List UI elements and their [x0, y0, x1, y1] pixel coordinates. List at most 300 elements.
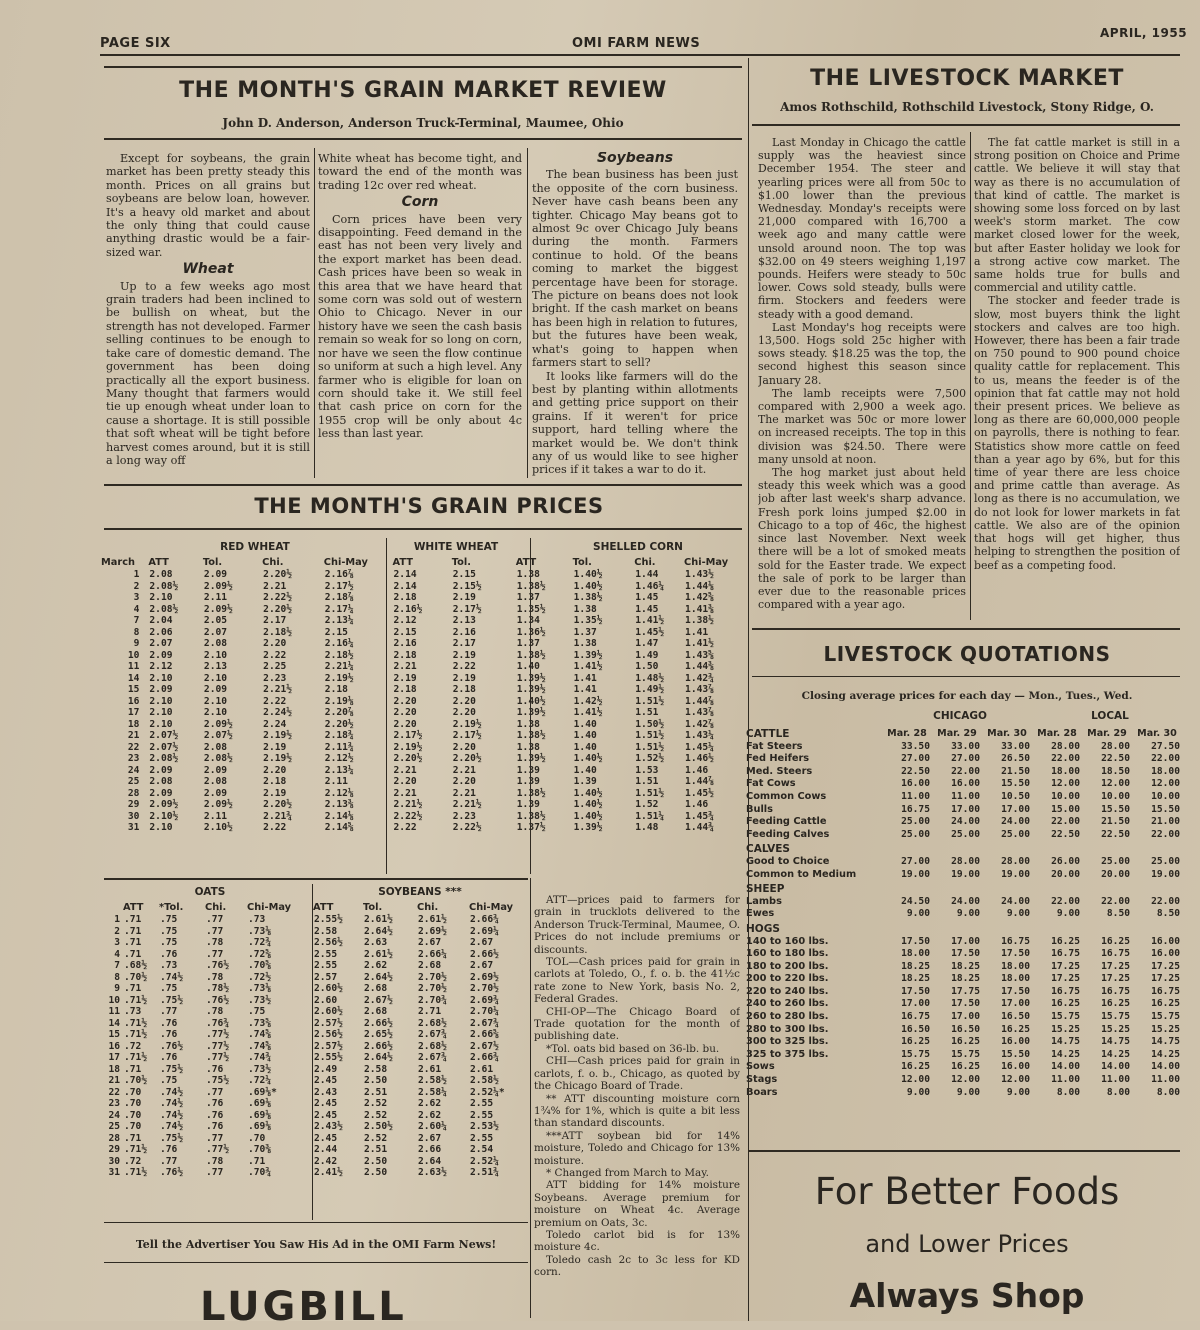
table-cell: 2.18 [452, 684, 476, 695]
livestock-title: THE LIVESTOCK MARKET [810, 66, 1124, 91]
table-cell: 1.52 [635, 799, 659, 810]
table-cell: 1.39½ [516, 672, 546, 684]
grain-prices-col-header: Chi-May [684, 557, 729, 568]
table-cell: 2.09½ [203, 718, 233, 730]
table-cell: 2.21½ [393, 799, 423, 810]
quote-price: 26.50 [1001, 753, 1030, 765]
table-cell: .72 [124, 1155, 142, 1167]
quote-price: 25.00 [1101, 855, 1130, 867]
table-cell: 28 [108, 1132, 120, 1144]
table-cell: .78½ [206, 983, 230, 994]
table-cell: 2.69½ [418, 925, 447, 937]
quote-price: 9.00 [906, 1086, 930, 1098]
table-row [744, 1087, 1182, 1100]
table-cell: 2.56½ [314, 937, 343, 948]
table-cell: 2.13¼ [324, 764, 354, 776]
table-row [100, 638, 740, 650]
quote-price: 16.25 [901, 1036, 930, 1048]
table-row [744, 804, 1182, 817]
table-cell: 1.53 [635, 764, 659, 776]
table-cell: 2.19½ [263, 730, 293, 741]
table-cell: 2.45 [314, 1098, 338, 1109]
table-cell: 2.66¼ [418, 948, 447, 960]
table-cell: 2.21½ [452, 799, 482, 810]
table-row [100, 914, 528, 926]
table-cell: .70¾ [248, 1167, 272, 1178]
table-row [100, 1052, 528, 1064]
quote-price: 16.25 [1051, 998, 1080, 1010]
table-cell: 1.45½ [635, 626, 665, 638]
quote-price: 16.25 [951, 1061, 980, 1073]
table-cell: 2.56½ [314, 1029, 343, 1040]
table-cell: 2.55 [470, 1132, 494, 1144]
quote-section-name: CATTLE [746, 728, 790, 740]
quote-price: 25.00 [901, 828, 930, 840]
table-row [100, 799, 740, 811]
table-cell: 1.39½ [516, 707, 546, 718]
quote-price: 16.00 [951, 778, 980, 790]
note-paragraph: ** ATT discounting moisture corn 1¾% for 1%, which is quite a bit less than standard discounts. [534, 1092, 740, 1130]
table-cell: .74½ [160, 1121, 184, 1132]
quote-price: 17.00 [1001, 803, 1030, 815]
table-cell: 2.11¾ [324, 741, 354, 753]
table-cell: 2.21 [452, 764, 476, 776]
table-cell: 1.40½ [516, 695, 546, 707]
table-cell: 2.09 [203, 569, 228, 580]
table-cell: .72¼ [248, 1075, 272, 1086]
table-cell: .71½ [124, 1017, 148, 1029]
table-cell: 2.60½ [314, 983, 343, 994]
table-cell: 1.41 [685, 626, 709, 638]
quote-item-name: 260 to 280 lbs. [746, 1011, 829, 1023]
table-row [100, 937, 528, 949]
review-column-1 [106, 152, 310, 477]
quote-price: 17.00 [951, 1011, 980, 1023]
table-row [744, 1074, 1182, 1087]
table-cell: 23 [127, 753, 140, 764]
table-cell: 2.58½ [418, 1075, 447, 1086]
quote-price: 11.00 [901, 790, 930, 802]
local-heading: LOCAL [1091, 710, 1129, 722]
quote-price: 16.75 [1051, 948, 1080, 960]
quote-price: 21.00 [1151, 816, 1180, 828]
table-cell: .77 [206, 1086, 224, 1098]
table-cell: 4 [133, 603, 140, 615]
quote-price: 17.25 [1051, 960, 1080, 972]
red-wheat-heading: RED WHEAT [220, 541, 290, 553]
quote-item-name: Fed Heifers [746, 753, 810, 765]
quote-price: 15.50 [1001, 1048, 1030, 1060]
quote-price: 16.00 [1001, 1061, 1030, 1073]
table-cell: 2.11 [203, 592, 228, 603]
table-cell: 25 [127, 776, 140, 787]
table-cell: 1.49 [635, 649, 659, 661]
table-cell: 2.19½ [263, 753, 293, 764]
note-paragraph: ATT—prices paid to farmers for grain in trucklots delivered to the Anderson Truck-Terminal, Maumee, O. Prices do not include premiums or discounts. [534, 894, 740, 956]
table-row [100, 753, 740, 765]
table-cell: 1.40 [573, 718, 597, 730]
table-cell: 1.39 [516, 799, 540, 810]
table-cell: 1.51½ [635, 787, 665, 799]
grain-prices-col-header: Tol. [572, 557, 592, 568]
quote-price: 17.50 [951, 948, 980, 960]
grain-prices-table [100, 556, 740, 834]
empty-cell [1082, 881, 1132, 896]
table-cell: 2.18 [393, 649, 417, 661]
table-cell: 1.40 [573, 764, 597, 776]
quotations-subtitle: Closing average prices for each day — Mon., Tues., Wed. [801, 690, 1133, 702]
table-cell: 2.55½ [314, 914, 343, 925]
table-cell: 2.20½ [263, 799, 293, 810]
table-row [100, 581, 740, 593]
table-cell: 1.40 [573, 741, 597, 753]
quote-price: 17.25 [1151, 973, 1180, 985]
oats-soy-col-header: ATT [313, 902, 334, 913]
quote-price: 17.75 [951, 985, 980, 997]
table-cell: .77 [206, 914, 224, 925]
table-row [744, 741, 1182, 754]
table-row [100, 730, 740, 742]
quote-price: 22.50 [1101, 753, 1130, 765]
table-cell: 3 [133, 592, 140, 603]
quote-price: 22.00 [951, 765, 980, 777]
table-cell: 2.19½ [452, 718, 482, 730]
table-cell: .73½ [248, 994, 272, 1006]
table-cell: .71 [248, 1155, 266, 1167]
table-cell: 2.23 [263, 672, 287, 684]
table-row [100, 1121, 528, 1133]
table-cell: .71½ [124, 1029, 148, 1040]
table-cell: 1.37 [516, 638, 540, 649]
quote-day-header: Mar. 30 [987, 728, 1027, 739]
table-cell: 2.18 [393, 684, 417, 695]
table-cell: .74⅝ [248, 1040, 272, 1052]
rule [748, 1150, 1180, 1152]
quote-price: 16.00 [1151, 948, 1180, 960]
quote-price: 27.00 [951, 753, 980, 765]
empty-cell [882, 881, 932, 896]
table-cell: 1.47 [635, 638, 659, 649]
quote-price: 17.50 [901, 985, 930, 997]
table-row [744, 1061, 1182, 1074]
quote-day-header: Mar. 28 [1037, 728, 1077, 739]
table-cell: 2.66½ [470, 948, 499, 960]
table-row [744, 778, 1182, 791]
table-cell: 2.52 [364, 1109, 388, 1121]
quote-price: 24.00 [951, 816, 980, 828]
quote-price: 9.00 [1006, 908, 1030, 920]
quote-price: 27.00 [901, 753, 930, 765]
table-cell: 25 [108, 1121, 120, 1132]
quote-item-name: Common to Medium [746, 868, 857, 880]
table-row [100, 926, 528, 938]
quote-price: 9.00 [1006, 1086, 1030, 1098]
table-cell: 2.08½ [149, 603, 179, 615]
table-cell: .70⅜ [248, 1144, 272, 1155]
table-cell: 2.05 [203, 615, 228, 626]
table-cell: .72 [124, 1040, 142, 1052]
quote-price: 19.00 [1001, 868, 1030, 880]
quote-price: 15.75 [901, 1048, 930, 1060]
table-cell: 2.67¾ [418, 1029, 447, 1040]
table-cell: .71½ [124, 1144, 148, 1155]
table-cell: 1.38½ [516, 810, 546, 822]
quote-price: 18.00 [1151, 765, 1180, 777]
table-cell: 2.22 [263, 649, 287, 661]
table-cell: 2.55 [470, 1098, 494, 1109]
table-cell: 2.09½ [203, 799, 233, 810]
table-cell: 2.10 [203, 707, 228, 718]
table-cell: 2.21 [452, 787, 476, 799]
ad-line-2: and Lower Prices [865, 1230, 1069, 1258]
table-row [100, 742, 740, 754]
white-wheat-heading: WHITE WHEAT [413, 541, 499, 553]
table-cell: 2.42 [314, 1155, 338, 1167]
table-cell: 1.43½ [685, 569, 714, 580]
table-cell: 2.08 [203, 741, 228, 753]
table-row [100, 1167, 528, 1179]
table-cell: .77½ [206, 1040, 230, 1052]
quote-price: 17.50 [951, 998, 980, 1010]
quote-price: 19.00 [1151, 868, 1180, 880]
soybeans-text-2: It looks like farmers will do the best by planting within allotments and getting price support on their grains. If it weren't for price support, hard telling where the market would be. We don't think any of us would like to see higher prices if it takes a war to do it. [532, 369, 738, 477]
grain-prices-title: THE MONTH'S GRAIN PRICES [254, 494, 604, 518]
quote-item-name: 240 to 260 lbs. [746, 998, 829, 1010]
quote-price: 15.75 [1151, 1011, 1180, 1023]
quote-price: 14.00 [1051, 1061, 1080, 1073]
quote-item-name: Stags [746, 1074, 778, 1086]
table-cell: .69⅛ [248, 1098, 272, 1109]
quote-day-header: Mar. 29 [937, 728, 977, 739]
quote-price: 14.75 [1101, 1036, 1130, 1048]
table-cell: .76 [160, 1029, 178, 1040]
table-cell: 2.18½ [324, 649, 354, 661]
quote-price: 25.00 [901, 816, 930, 828]
table-cell: 2.21½ [263, 684, 293, 695]
table-cell: 1.39 [516, 776, 540, 787]
grain-prices-col-header: Tol. [202, 557, 223, 568]
table-cell: 7 [114, 960, 120, 971]
rule [104, 66, 742, 68]
table-cell: 2.10 [149, 707, 173, 718]
page-column-rule [748, 58, 749, 1321]
table-cell: 2.21 [263, 580, 287, 592]
table-cell: 2.70½ [418, 971, 447, 983]
column-divider [970, 132, 971, 620]
table-cell: .76 [160, 1017, 178, 1029]
empty-cell [1032, 921, 1082, 936]
table-cell: .77 [206, 1167, 224, 1178]
quote-item-name: 180 to 200 lbs. [746, 960, 829, 972]
table-cell: 1.40½ [573, 580, 603, 592]
table-cell: 1.39½ [516, 684, 546, 695]
table-cell: .70 [248, 1132, 266, 1144]
table-cell: 2.22 [263, 822, 287, 833]
table-cell: .77½ [206, 1029, 230, 1040]
livestock-column-1 [758, 136, 966, 618]
table-cell: 2.69¾ [470, 994, 499, 1006]
table-cell: 2.67 [470, 937, 494, 948]
empty-cell [932, 841, 982, 856]
table-cell: 3 [114, 937, 120, 948]
table-cell: 1.40 [516, 661, 540, 672]
table-cell: .68½ [124, 960, 148, 971]
table-row [744, 896, 1182, 909]
grain-review-title: THE MONTH'S GRAIN MARKET REVIEW [179, 78, 667, 103]
table-cell: 29 [127, 799, 140, 810]
quote-section-name: CALVES [746, 843, 790, 856]
table-row [744, 961, 1182, 974]
table-cell: .74½ [160, 1098, 184, 1109]
table-row [744, 948, 1182, 961]
table-cell: 2.09 [149, 649, 173, 661]
table-cell: 2.67½ [364, 994, 393, 1006]
note-paragraph: Toledo carlot bid is for 13% moisture 4c. [534, 1228, 740, 1254]
table-cell: 1.34 [516, 615, 540, 626]
table-cell: 2.19 [452, 592, 476, 603]
quote-price: 8.50 [1156, 908, 1180, 920]
table-row [100, 960, 528, 972]
table-cell: .78 [206, 937, 224, 948]
table-cell: 16 [127, 695, 140, 707]
table-cell: 2.17¼ [324, 603, 354, 615]
oats-soy-col-header: Chi. [205, 902, 227, 913]
table-cell: 1.45¾ [685, 810, 714, 822]
table-cell: .77½ [206, 1144, 230, 1155]
table-row [744, 753, 1182, 766]
table-cell: 2.58½ [470, 1075, 499, 1086]
quote-price: 8.00 [1056, 1086, 1080, 1098]
table-cell: .73⅛ [248, 925, 272, 937]
quote-price: 16.75 [1001, 935, 1030, 947]
table-row [100, 1018, 528, 1030]
table-cell: .76 [160, 1144, 178, 1155]
table-cell: 2.10 [203, 672, 228, 684]
table-cell: 2.19 [452, 649, 476, 661]
quote-price: 15.00 [1051, 803, 1080, 815]
table-cell: 2.14 [393, 569, 417, 580]
table-cell: 2.20½ [393, 753, 423, 764]
table-cell: 2.19½ [324, 672, 354, 684]
empty-cell [1082, 921, 1132, 936]
quote-item-name: Fat Cows [746, 778, 796, 790]
table-cell: 2.12 [393, 615, 417, 626]
quote-section-name: HOGS [746, 922, 780, 935]
table-cell: 2.51¾ [470, 1167, 499, 1178]
table-cell: 2.16½ [393, 603, 423, 615]
table-cell: 2.09 [203, 684, 228, 695]
oats-soy-col-header: Chi-May [469, 902, 514, 913]
empty-cell [1132, 841, 1182, 856]
table-cell: 1.43¼ [685, 730, 714, 741]
table-cell: 2.20 [393, 776, 417, 787]
table-row [100, 822, 740, 834]
table-cell: 2 [114, 925, 120, 937]
table-cell: 1.44 [635, 569, 659, 580]
quote-item-name: Bulls [746, 803, 773, 815]
quote-price: 17.25 [1051, 973, 1080, 985]
quote-section-row [744, 841, 1182, 856]
table-cell: 2.70½ [418, 983, 447, 994]
quote-price: 28.00 [1051, 740, 1080, 752]
table-cell: .71 [124, 1063, 142, 1075]
livestock-column-2 [974, 136, 1180, 618]
table-row [100, 983, 528, 995]
table-cell: 2.16 [452, 626, 476, 638]
table-cell: 1.38 [516, 718, 540, 730]
quote-item-name: 200 to 220 lbs. [746, 973, 829, 985]
quote-price: 33.00 [951, 740, 980, 752]
quote-price: 10.50 [1001, 790, 1030, 802]
table-cell: 2.09½ [149, 799, 179, 810]
table-cell: 2.08½ [149, 580, 179, 592]
livestock-p3: The lamb receipts were 7,500 compared with 2,900 a week ago. The market was 50c or more lower on increased receipts. The top in this division was $24.50. There were many unsold at noon. [758, 386, 966, 466]
quote-price: 24.00 [951, 895, 980, 907]
table-cell: 2.12½ [324, 753, 354, 764]
table-cell: 2.61 [470, 1063, 494, 1075]
column-divider [527, 148, 528, 478]
table-cell: 8 [133, 626, 140, 638]
table-cell: .70 [124, 1109, 142, 1121]
table-cell: 2.19½ [393, 741, 423, 753]
table-cell: 2.13⅜ [324, 799, 354, 810]
table-cell: 2.24 [263, 718, 287, 730]
table-cell: 2.62 [418, 1098, 442, 1109]
table-row [100, 1110, 528, 1122]
table-cell: 2.19⅛ [324, 695, 354, 707]
quote-price: 11.00 [1051, 1074, 1080, 1086]
table-cell: 1.42⅞ [685, 718, 714, 730]
table-cell: 2.20⅞ [324, 707, 354, 718]
table-cell: .75½ [160, 994, 184, 1006]
table-cell: 2.10 [149, 695, 173, 707]
table-cell: .75 [160, 914, 178, 925]
table-cell: 22 [108, 1086, 120, 1098]
table-cell: 2.67 [470, 960, 494, 971]
table-cell: 2.41½ [314, 1167, 343, 1178]
table-cell: 1.41½ [573, 661, 603, 672]
quote-price: 16.50 [1001, 1011, 1030, 1023]
rule [104, 878, 528, 880]
table-cell: 2.18 [263, 776, 287, 787]
table-cell: 23 [108, 1098, 120, 1109]
table-cell: 1.41½ [635, 615, 665, 626]
quote-price: 19.00 [951, 868, 980, 880]
quote-price: 12.00 [951, 1074, 980, 1086]
empty-cell [982, 921, 1032, 936]
table-cell: 2.66½ [364, 1040, 393, 1052]
quote-item-name: Ewes [746, 908, 775, 920]
table-cell: 1.37 [573, 626, 597, 638]
empty-cell [932, 921, 982, 936]
table-cell: 9 [114, 983, 120, 994]
table-cell: 8 [114, 971, 120, 983]
quote-price: 24.00 [1001, 816, 1030, 828]
table-cell: 4 [114, 948, 120, 960]
table-cell: 2.45 [314, 1132, 338, 1144]
table-row [744, 973, 1182, 986]
quote-price: 22.00 [1151, 895, 1180, 907]
table-cell: .70½ [124, 971, 148, 983]
table-cell: 2.13 [452, 615, 476, 626]
quote-section-row [744, 726, 1182, 741]
quote-price: 24.00 [1001, 895, 1030, 907]
rule [752, 676, 1180, 677]
quote-item-name: Fat Steers [746, 740, 803, 752]
table-cell: 2.44 [314, 1144, 338, 1155]
table-cell: .69⅛* [248, 1086, 277, 1098]
table-cell: 2.19 [452, 672, 476, 684]
